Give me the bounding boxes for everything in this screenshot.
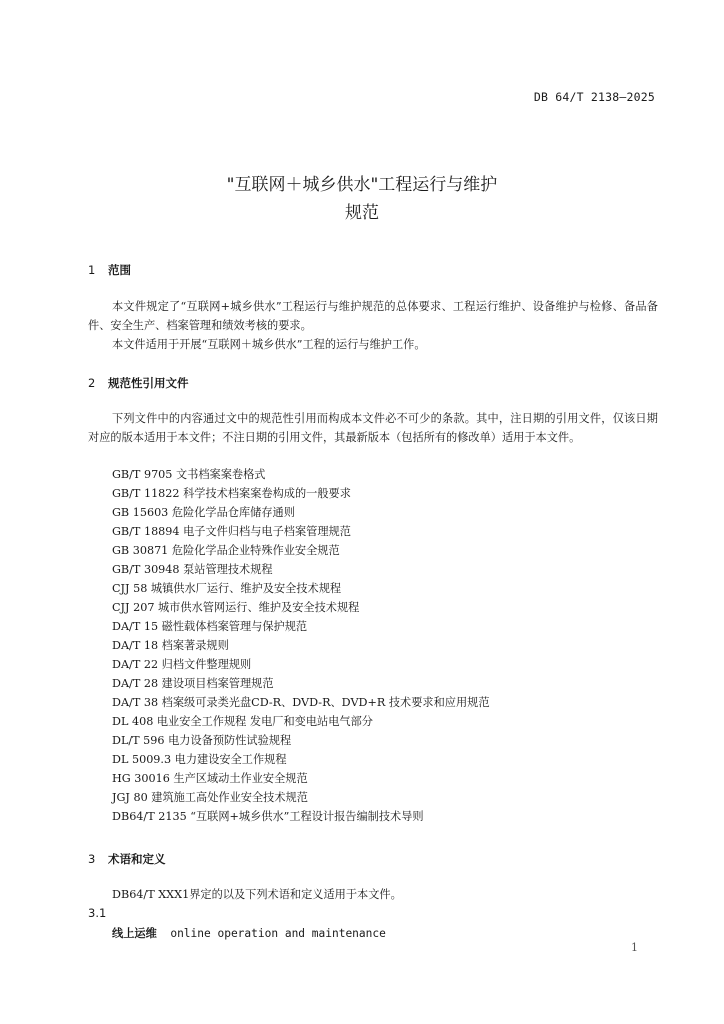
section-3-heading — [88, 851, 166, 867]
section-title: 范围 — [108, 263, 132, 277]
reference-item: GB/T 9705 文书档案案卷格式 — [112, 468, 266, 481]
reference-item: GB/T 11822 科学技术档案案卷构成的一般要求 — [112, 487, 351, 500]
reference-item: CJJ 58 城镇供水厂运行、维护及安全技术规程 — [112, 582, 342, 595]
reference-item: DA/T 28 建设项目档案管理规范 — [112, 677, 274, 690]
term-chinese: 线上运维 — [112, 927, 157, 940]
title-line-1: "互联网＋城乡供水"工程运行与维护 — [226, 175, 498, 195]
term-entry — [112, 925, 386, 941]
standard-code: DB 64/T 2138—2025 — [533, 90, 655, 104]
reference-item: DA/T 38 档案级可录类光盘CD-R、DVD-R、DVD+R 技术要求和应用规范 — [112, 696, 490, 709]
section-2-intro: 下列文件中的内容通过文中的规范性引用而构成本文件必不可少的条款。其中，注日期的引用文件，仅该日期对应的版本适用于本文件；不注日期的引用文件，其最新版本（包括所有的修改单）适用于本文件。 — [88, 412, 658, 444]
reference-item: JGJ 80 建筑施工高处作业安全技术规范 — [112, 791, 308, 804]
reference-item: DA/T 22 归档文件整理规则 — [112, 658, 252, 671]
reference-item: GB/T 30948 泵站管理技术规程 — [112, 563, 273, 576]
reference-item: GB/T 18894 电子文件归档与电子档案管理规范 — [112, 525, 351, 538]
section-1-para-1: 本文件规定了“互联网+城乡供水”工程运行与维护规范的总体要求、工程运行维护、设备维护与检修、备品备件、安全生产、档案管理和绩效考核的要求。 — [88, 300, 658, 332]
reference-item: DL 5009.3 电力建设安全工作规程 — [112, 753, 287, 766]
section-number: 3 — [88, 852, 96, 866]
reference-item: GB 15603 危险化学品仓库储存通则 — [112, 506, 295, 519]
reference-list — [112, 465, 490, 826]
term-english: online operation and maintenance — [170, 927, 386, 940]
reference-item: DL 408 电业安全工作规程 发电厂和变电站电气部分 — [112, 715, 373, 728]
section-1-para-2: 本文件适用于开展“互联网＋城乡供水”工程的运行与维护工作。 — [112, 338, 426, 351]
reference-item: DA/T 15 磁性载体档案管理与保护规范 — [112, 620, 308, 633]
section-number: 2 — [88, 376, 96, 390]
section-2-heading — [88, 375, 189, 391]
reference-item: CJJ 207 城市供水管网运行、维护及安全技术规程 — [112, 601, 360, 614]
reference-item: HG 30016 生产区域动土作业安全规范 — [112, 772, 308, 785]
reference-item: DB64/T 2135 “互联网+城乡供水”工程设计报告编制技术导则 — [112, 810, 424, 823]
reference-item: GB 30871 危险化学品企业特殊作业安全规范 — [112, 544, 340, 557]
section-title: 规范性引用文件 — [108, 376, 189, 390]
reference-item: DA/T 18 档案著录规则 — [112, 639, 229, 652]
section-1-heading — [88, 262, 131, 278]
section-3-intro: DB64/T XXX1界定的以及下列术语和定义适用于本文件。 — [112, 888, 402, 901]
document-title — [0, 171, 724, 227]
title-line-2: 规范 — [345, 203, 379, 223]
section-number: 1 — [88, 263, 96, 277]
section-title: 术语和定义 — [108, 852, 166, 866]
reference-item: DL/T 596 电力设备预防性试验规程 — [112, 734, 292, 747]
page-number: 1 — [631, 941, 638, 954]
subsection-number: 3.1 — [88, 906, 107, 920]
